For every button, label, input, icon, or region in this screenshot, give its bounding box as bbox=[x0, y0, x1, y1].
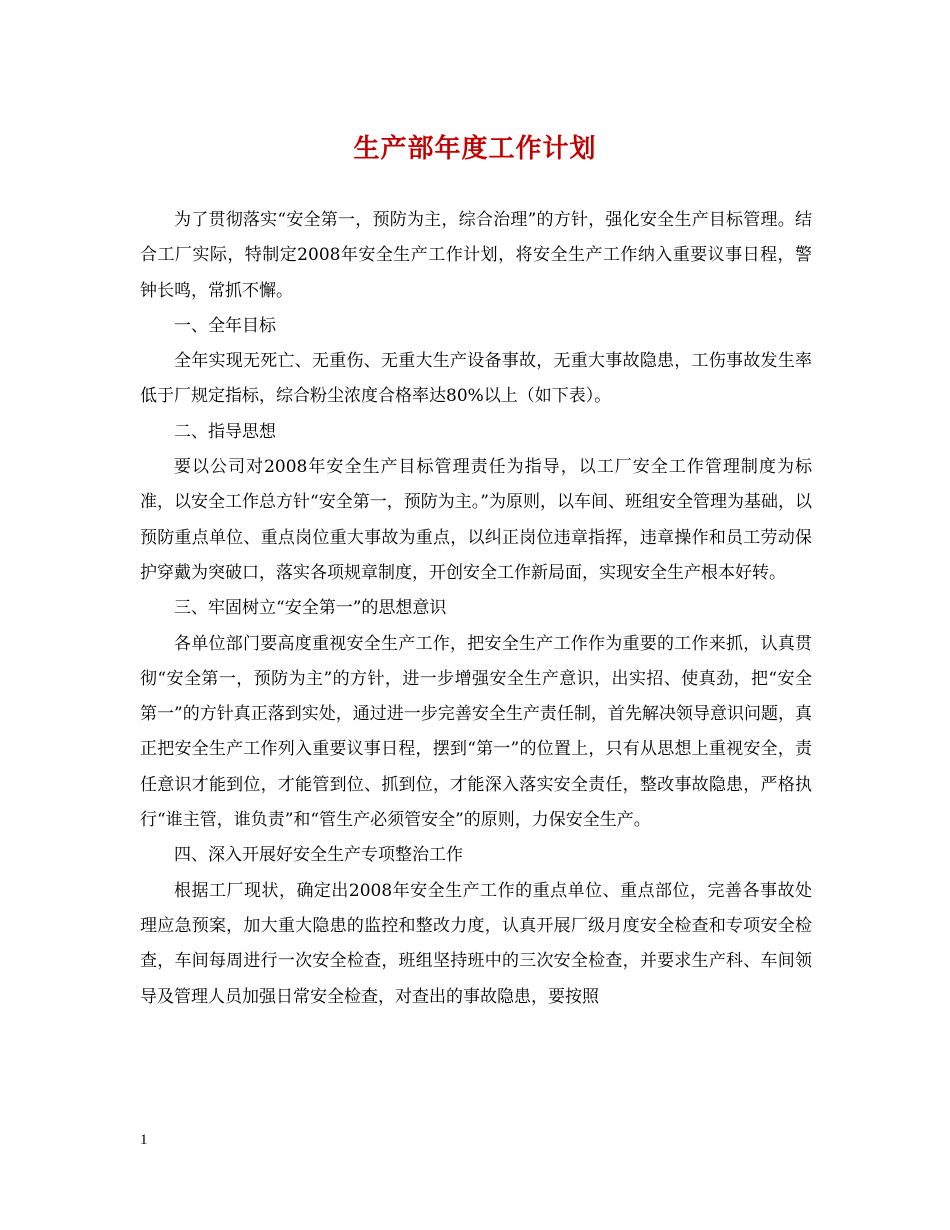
document-title: 生产部年度工作计划 bbox=[353, 134, 597, 164]
intro-paragraph: 为了贯彻落实“安全第一，预防为主，综合治理”的方针，强化安全生产目标管理。结合工厂实际，特制定2008年安全生产工作计划，将安全生产工作纳入重要议事日程，警钟长鸣，常抓不懈。 bbox=[140, 210, 812, 301]
section-heading-annual-goals: 一、全年目标 bbox=[174, 315, 276, 336]
guiding-ideology-paragraph: 要以公司对2008年安全生产目标管理责任为指导，以工厂安全工作管理制度为标准，以安全工作总方针“安全第一，预防为主。”为原则，以车间、班组安全管理为基础，以预防重点单位、重点岗位重大事故为重点，以纠正岗位违章指挥，违章操作和员工劳动保护穿戴为突破口，落实各项规章制度，开创安全工作新局面，实现安全生产根本好转。 bbox=[140, 457, 812, 583]
page-number: 1 bbox=[140, 1132, 148, 1148]
annual-goals-paragraph: 全年实现无死亡、无重伤、无重大生产设备事故，无重大事故隐患，工伤事故发生率低于厂规定指标，综合粉尘浓度合格率达80%以上（如下表）。 bbox=[140, 351, 812, 407]
section-heading-special-rectification: 四、深入开展好安全生产专项整治工作 bbox=[174, 845, 463, 866]
special-rectification-paragraph: 根据工厂现状，确定出2008年安全生产工作的重点单位、重点部位，完善各事故处理应急预案，加大重大隐患的监控和整改力度，认真开展厂级月度安全检查和专项安全检查，车间每周进行一次安全检查，班组坚持班中的三次安全检查，并要求生产科、车间领导及管理人员加强日常安全检查，对查出的事故隐患，要按照 bbox=[140, 880, 812, 1007]
document-body bbox=[140, 203, 812, 1015]
safety-first-paragraph: 各单位部门要高度重视安全生产工作，把安全生产工作作为重要的工作来抓，认真贯彻“安全第一，预防为主”的方针，进一步增强安全生产意识，出实招、使真劲，把“安全第一”的方针真正落到实处，通过进一步完善安全生产责任制，首先解决领导意识问题，真正把安全生产工作列入重要议事日程，摆到“第一”的位置上，只有从思想上重视安全，责任意识才能到位，才能管到位、抓到位，才能深入落实安全责任，整改事故隐患，严格执行“谁主管，谁负责”和“管生产必须管安全”的原则，力保安全生产。 bbox=[140, 633, 812, 831]
section-heading-guiding-ideology: 二、指导思想 bbox=[174, 421, 276, 442]
section-heading-safety-first: 三、牢固树立“安全第一”的思想意识 bbox=[174, 598, 447, 619]
